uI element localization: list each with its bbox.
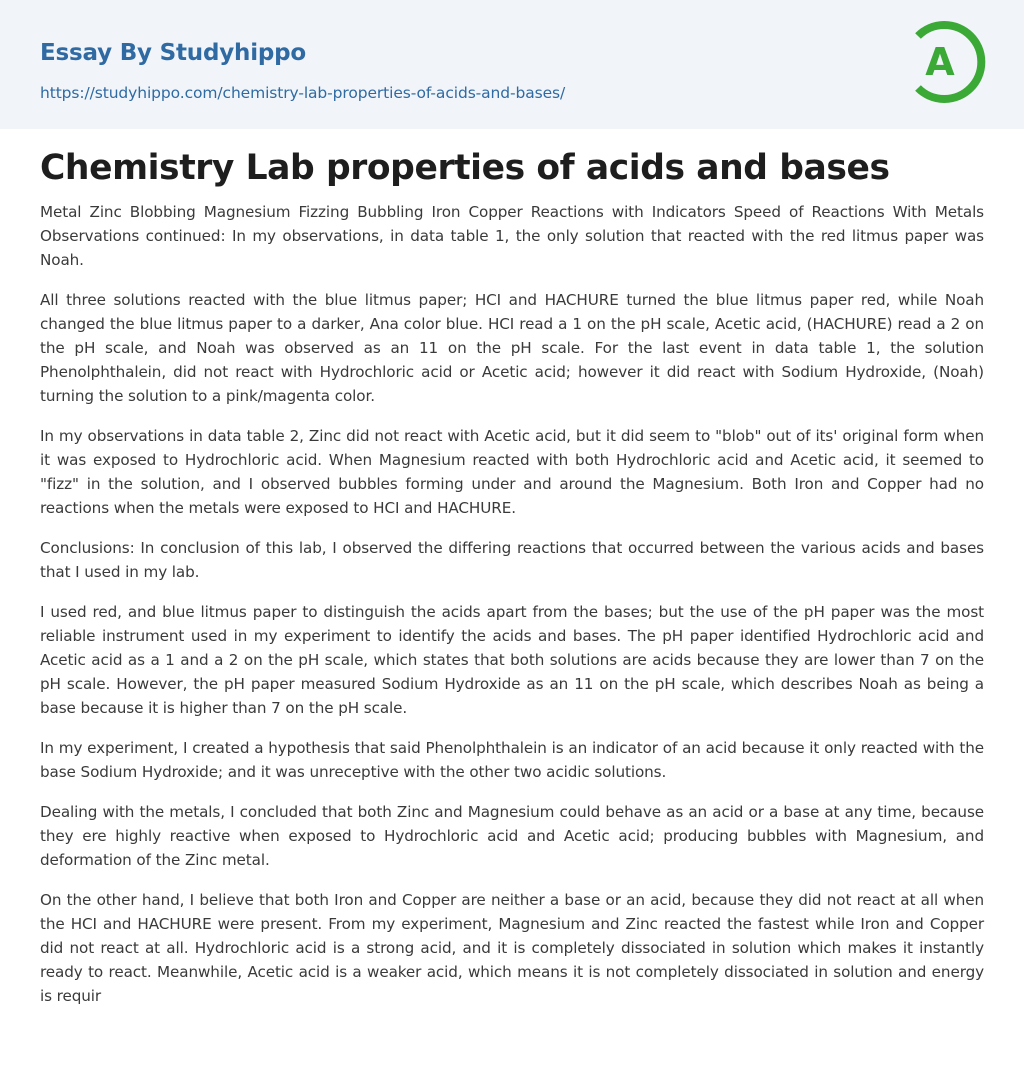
paragraph: Conclusions: In conclusion of this lab, I observed the differing reactions that occurred between the various acids and bases that I used in my lab. bbox=[40, 539, 984, 581]
studyhippo-logo-icon[interactable] bbox=[908, 18, 988, 106]
logo-letter: A bbox=[925, 40, 955, 84]
paragraph: In my observations in data table 2, Zinc did not react with Acetic acid, but it did seem to "blob" out of its' original form when it was exposed to Hydrochloric acid. When Magnesium reacted with both Hydrochloric acid and Acetic acid, it seemed to "fizz" in the solution, and I observed bubbles forming under and around the Magnesium. Both Iron and Copper had no reactions when the metals were exposed to HCI and HACHURE. bbox=[40, 427, 984, 517]
paragraph: I used red, and blue litmus paper to distinguish the acids apart from the bases; but the use of the pH paper was the most reliable instrument used in my experiment to identify the acids and bases. The pH paper identified Hydrochloric acid and Acetic acid as a 1 and a 2 on the pH scale, which states that both solutions are acids because they are lower than 7 on the pH scale. However, the pH paper measured Sodium Hydroxide as an 11 on the pH scale, which describes Noah as being a base because it is higher than 7 on the pH scale. bbox=[40, 603, 984, 717]
paragraph: In my experiment, I created a hypothesis that said Phenolphthalein is an indicator of an acid because it only reacted with the base Sodium Hydroxide; and it was unreceptive with the other two acidic solutions. bbox=[40, 739, 984, 781]
article-url-link[interactable]: https://studyhippo.com/chemistry-lab-properties-of-acids-and-bases/ bbox=[40, 84, 566, 102]
page-title: Chemistry Lab properties of acids and bases bbox=[40, 148, 890, 188]
essay-body bbox=[40, 200, 984, 1024]
paragraph: On the other hand, I believe that both Iron and Copper are neither a base or an acid, because they did not react at all when the HCI and HACHURE were present. From my experiment, Magnesium and Zinc reacted the fastest while Iron and Copper did not react at all. Hydrochloric acid is a strong acid, and it is completely dissociated in solution which makes it instantly ready to react. Meanwhile, Acetic acid is a weaker acid, which means it is not completely dissociated in solution and energy is requir bbox=[40, 891, 984, 1005]
paragraph: Dealing with the metals, I concluded that both Zinc and Magnesium could behave as an acid or a base at any time, because they ere highly reactive when exposed to Hydrochloric acid and Acetic acid; producing bubbles with Magnesium, and deformation of the Zinc metal. bbox=[40, 803, 984, 869]
site-brand[interactable]: Essay By Studyhippo bbox=[40, 40, 307, 66]
paragraph: Metal Zinc Blobbing Magnesium Fizzing Bubbling Iron Copper Reactions with Indicators Speed of Reactions With Metals Observations continued: In my observations, in data table 1, the only solution that reacted with the red litmus paper was Noah. bbox=[40, 203, 984, 269]
paragraph: All three solutions reacted with the blue litmus paper; HCI and HACHURE turned the blue litmus paper red, while Noah changed the blue litmus paper to a darker, Ana color blue. HCI read a 1 on the pH scale, Acetic acid, (HACHURE) read a 2 on the pH scale, and Noah was observed as an 11 on the pH scale. For the last event in data table 1, the solution Phenolphthalein, did not react with Hydrochloric acid or Acetic acid; however it did react with Sodium Hydroxide, (Noah) turning the solution to a pink/magenta color. bbox=[40, 291, 984, 405]
